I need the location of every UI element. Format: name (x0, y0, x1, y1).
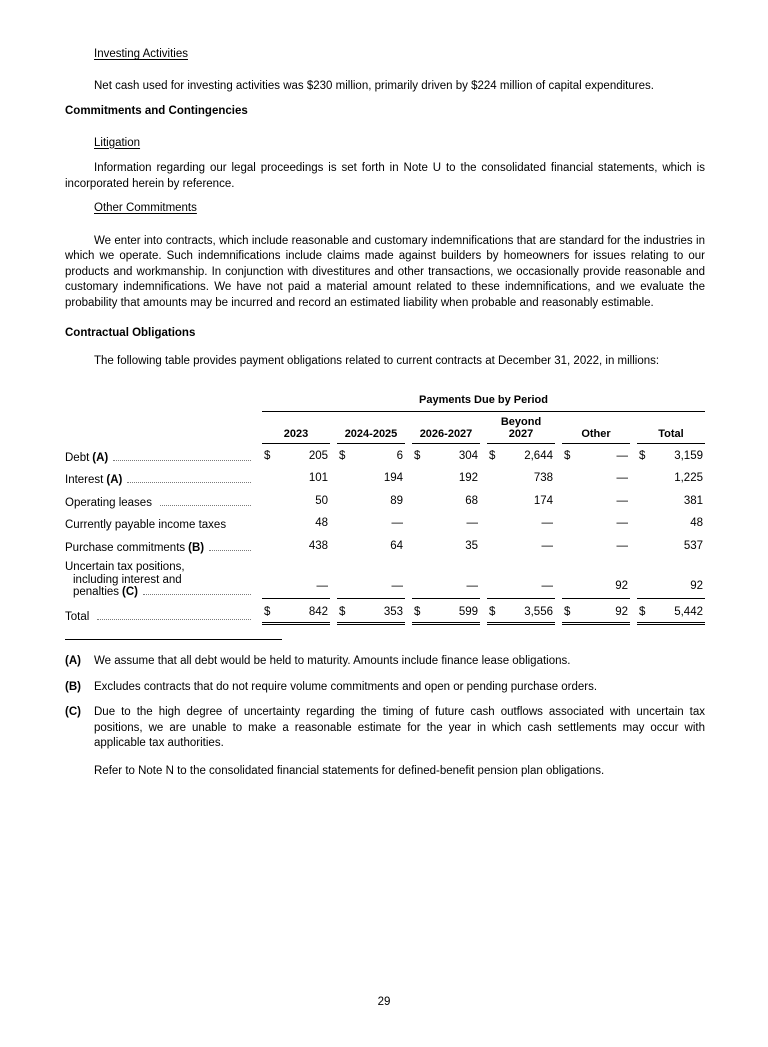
table-cell: — (466, 517, 478, 529)
table-cell: $ 3,556 (487, 599, 555, 626)
table-cell: — (487, 574, 555, 599)
dot-leader (113, 460, 251, 461)
litigation-paragraph: Information regarding our legal proceedings is set forth in Note U to the consolidated financial statements, which is incorporated herein by reference. (65, 162, 705, 190)
table-row-uncertain-tax-positions: Uncertain tax positions, including interest and penalties (C) — — — — 92 92 (65, 561, 703, 598)
table-cell: $ 2,644 (489, 449, 553, 462)
other-commitments-paragraph: We enter into contracts, which include reasonable and customary indemnifications that are standard for the industries in which we operate. Such indemnifications include claims made against builders by homeowners for issues relating to our products and workmanship. In conjunction with divestitures and other transactions, we occasionally provide reasonable and customary indemnifications. We have not paid a material amount related to these indemnifications, and we evaluate the probability that amounts may be incurred and record an estimated liability when probable and reasonably estimable. (65, 234, 705, 309)
table-spanner-label: Payments Due by Period (262, 393, 705, 412)
table-cell: — (412, 574, 480, 599)
table-cell: 738 (533, 472, 553, 484)
table-cell: 50 (315, 494, 328, 507)
table-cell: $ 599 (412, 599, 480, 626)
investing-activities-heading: Investing Activities (94, 48, 188, 60)
footnote-b: (B) Excludes contracts that do not require volume commitments and open or pending purchase orders. (65, 680, 598, 693)
table-cell: 64 (390, 539, 403, 552)
litigation-heading: Litigation (94, 136, 141, 149)
table-cell: 89 (390, 494, 403, 507)
dot-leader (127, 482, 251, 483)
contractual-obligations-heading: Contractual Obligations (65, 327, 196, 339)
table-cell: 92 (562, 574, 630, 599)
table-cell: 1,225 (674, 472, 703, 484)
table-cell: 101 (308, 472, 328, 484)
dot-leader (97, 619, 251, 620)
table-cell: 92 (637, 574, 705, 599)
table-cell: — (616, 517, 628, 529)
table-cell: — (391, 517, 403, 529)
table-cell: $ 205 (264, 449, 328, 462)
table-cell: — (262, 574, 330, 599)
table-cell: — (616, 539, 628, 552)
table-cell: $ 92 (562, 599, 630, 626)
document-page (0, 47, 768, 779)
column-header-other: Other (562, 416, 630, 444)
table-cell: $ 3,159 (639, 449, 703, 462)
table-cell: $ 842 (262, 599, 330, 626)
table-cell: $ 5,442 (637, 599, 705, 626)
commitments-contingencies-heading: Commitments and Contingencies (65, 105, 248, 117)
footnote-c: (C) Due to the high degree of uncertainty regarding the timing of future cash outflows associated with uncertain tax positions, we are unable to make a reasonable estimate for the year in which cash settlements may occur with applicable tax authorities. (65, 706, 705, 749)
table-cell: $ — (564, 449, 628, 462)
table-row-total: Total $ 842 $ 353 $ 599 $ 3,556 $ 92 $ 5,442 (65, 599, 705, 626)
table-cell: $ 304 (414, 449, 478, 462)
column-header-2026-2027: 2026-2027 (412, 416, 480, 444)
table-cell: 68 (465, 494, 478, 507)
table-cell: 48 (315, 517, 328, 529)
footnote-divider (65, 639, 282, 640)
column-header-total: Total (637, 416, 705, 444)
column-header-2024-2025: 2024-2025 (337, 416, 405, 444)
table-cell: — (337, 574, 405, 599)
table-cell: — (541, 517, 553, 529)
table-row-operating-leases: Operating leases 50 89 68 174 — 381 (65, 489, 705, 512)
table-cell: — (616, 472, 628, 484)
payments-due-table (65, 393, 705, 625)
other-commitments-heading: Other Commitments (94, 202, 197, 214)
table-cell: 192 (458, 472, 478, 484)
table-row-debt: Debt (A) $ 205 $ 6 $ 304 $ 2,644 $ — $ 3,159 (65, 444, 705, 467)
dot-leader (209, 550, 251, 551)
dot-leader (143, 594, 251, 595)
contractual-obligations-intro: The following table provides payment obligations related to current contracts at December 31, 2022, in millions: (94, 354, 660, 367)
table-cell: 48 (690, 517, 703, 529)
table-header-spacer (65, 412, 255, 444)
investing-activities-paragraph: Net cash used for investing activities was $230 million, primarily driven by $224 million of capital expenditures. (94, 79, 654, 92)
table-header-row (65, 412, 705, 444)
table-cell: — (541, 539, 553, 552)
table-cell: 381 (683, 494, 703, 507)
column-header-2023: 2023 (262, 416, 330, 444)
table-cell: 537 (683, 539, 703, 552)
table-cell: 35 (465, 539, 478, 552)
dot-leader (160, 505, 251, 506)
table-cell: — (616, 494, 628, 507)
table-cell: $ 6 (339, 449, 403, 462)
footnote-a: (A) We assume that all debt would be held to maturity. Amounts include finance lease obligations. (65, 655, 571, 667)
table-spanner-row (65, 393, 705, 412)
table-cell: 194 (383, 472, 403, 484)
page-number: 29 (377, 996, 391, 1008)
column-header-beyond-2027: Beyond 2027 (487, 416, 555, 444)
table-row-purchase-commitments: Purchase commitments (B) 438 64 35 — — 537 (65, 534, 705, 557)
table-row-currently-payable-income-taxes: Currently payable income taxes 48 — — — — 48 (65, 511, 705, 534)
pension-note-paragraph: Refer to Note N to the consolidated financial statements for defined-benefit pension plan obligations. (94, 764, 605, 777)
table-cell: 174 (533, 494, 553, 507)
table-cell: 438 (308, 539, 328, 552)
table-cell: $ 353 (337, 599, 405, 626)
table-row-interest: Interest (A) 101 194 192 738 — 1,225 (65, 466, 705, 489)
